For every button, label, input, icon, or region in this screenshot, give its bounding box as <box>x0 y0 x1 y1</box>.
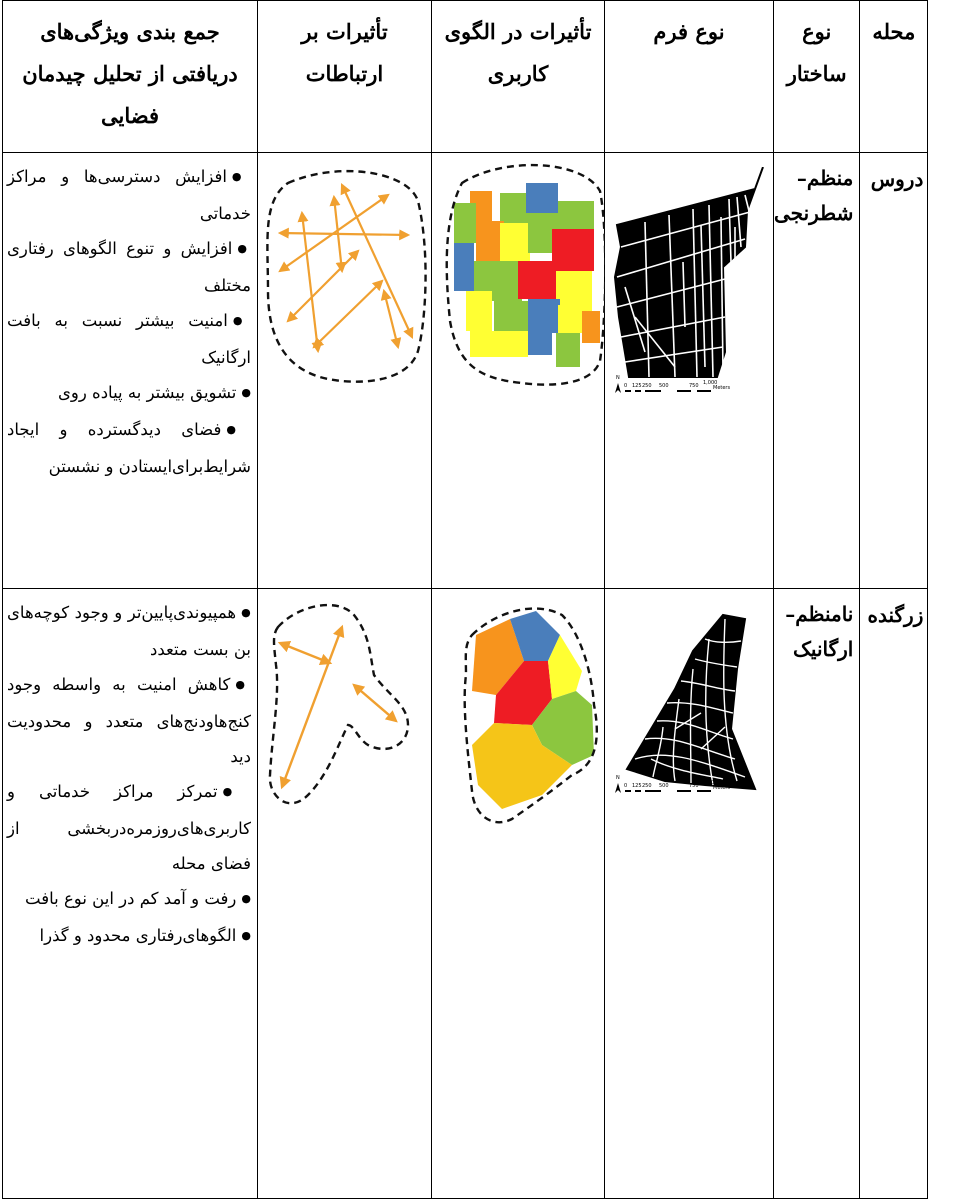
scale-bar <box>613 775 763 795</box>
landuse-diagram-cell <box>432 589 605 1199</box>
region-cell: دروس <box>860 153 928 589</box>
list-item: ● فضای دیدگسترده و ایجاد شرایط‌برای‌ایستادن و نشستن <box>7 412 251 484</box>
scale-north-label: N <box>616 775 620 781</box>
scale-label: 750 <box>689 383 699 389</box>
organic-connection-arrows <box>258 595 432 835</box>
header-region: محله <box>860 1 928 153</box>
landuse-organic-diagram <box>432 595 605 835</box>
feature-list <box>3 153 257 484</box>
list-item: ● همپیوندی‌پایین‌تر و وجود کوچه‌های بن بست متعدد <box>7 595 251 667</box>
scale-label: 500 <box>659 383 669 389</box>
form-map-cell <box>605 589 774 1199</box>
form-map-cell <box>605 153 774 589</box>
grid-connection-arrows <box>258 161 432 391</box>
scale-label: 125 <box>632 783 642 789</box>
grid-urban-map <box>605 167 774 447</box>
scale-label: 1,000 <box>703 780 718 786</box>
list-item: ● امنیت بیشتر نسبت به بافت ارگانیک <box>7 303 251 375</box>
list-item: ● کاهش امنیت به واسطه وجود کنج‌هاودنج‌های متعدد و محدودیت دید <box>7 667 251 774</box>
scale-label: 0 <box>624 783 628 789</box>
scale-north-label: N <box>616 375 620 381</box>
header-row <box>3 1 928 153</box>
list-item: ● الگوهای‌رفتاری محدود و گذرا <box>7 918 251 955</box>
list-item: ● افزایش دسترسی‌ها و مراکز خدماتی <box>7 159 251 231</box>
scale-units: Meters <box>713 385 731 391</box>
region-cell: زرگنده <box>860 589 928 1199</box>
scale-label: 250 <box>642 383 652 389</box>
connection-diagram-cell <box>258 153 432 589</box>
scale-label: 1,000 <box>703 380 718 386</box>
summary-cell <box>3 153 258 589</box>
feature-list <box>3 589 257 955</box>
list-item: ● افزایش و تنوع الگوهای رفتاری مختلف <box>7 231 251 303</box>
header-summary: جمع بندی ویژگی‌های دریافتی از تحلیل چیدمان فضایی <box>3 1 258 153</box>
list-item: ● تمرکز مراکز خدماتی و کاربری‌های‌روزمره‌دربخشی از فضای محله <box>7 774 251 881</box>
scale-label: 750 <box>689 783 699 789</box>
structure-cell: نامنظم– ارگانیک <box>774 589 860 1199</box>
list-item: ● تشویق بیشتر به پیاده روی <box>7 375 251 412</box>
scale-units: Meters <box>713 785 731 791</box>
header-connection-effects: تأثیرات بر ارتباطات <box>258 1 432 153</box>
list-item: ● رفت و آمد کم در این نوع بافت <box>7 881 251 918</box>
table-row <box>3 153 928 589</box>
structure-cell: منظم– شطرنجی <box>774 153 860 589</box>
header-landuse-effects: تأثیرات در الگوی کاربری <box>432 1 605 153</box>
landuse-grid-diagram <box>432 161 605 391</box>
table-row <box>3 589 928 1199</box>
landuse-diagram-cell <box>432 153 605 589</box>
header-structure-type: نوع ساختار <box>774 1 860 153</box>
scale-label: 125 <box>632 383 642 389</box>
analysis-table <box>2 0 928 1199</box>
scale-label: 0 <box>624 383 628 389</box>
scale-bar <box>613 375 763 395</box>
scale-label: 250 <box>642 783 652 789</box>
summary-cell <box>3 589 258 1199</box>
connection-diagram-cell <box>258 589 432 1199</box>
scale-label: 500 <box>659 783 669 789</box>
header-form-type: نوع فرم <box>605 1 774 153</box>
